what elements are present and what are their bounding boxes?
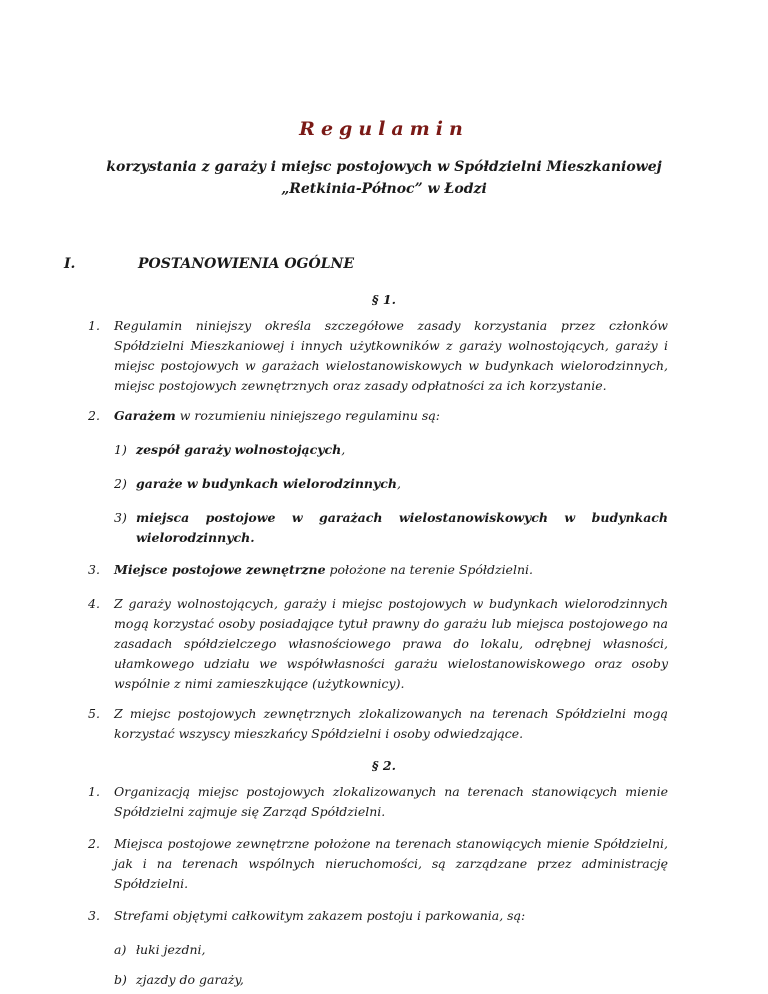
p2-item-2 <box>88 834 668 894</box>
paragraph-1-sign: § 1. <box>372 292 396 307</box>
item-number: 1. <box>88 784 100 799</box>
subitem-number: 2) <box>114 476 127 491</box>
item-text: Miejsca postojowe zewnętrzne położone na terenach stanowiących mienie Spółdzielni, jak i na terenach wspólnych nieruchomości, są zarządzane przez administrację Spółdzielni. <box>114 836 668 891</box>
p2-item-3 <box>88 906 668 926</box>
item-number: 5. <box>88 706 100 721</box>
item-number: 3. <box>88 562 100 577</box>
p2-subitem-a <box>114 940 668 960</box>
p2-item-1 <box>88 782 668 822</box>
item-number: 2. <box>88 836 100 851</box>
document-title: Regulamin <box>299 118 469 140</box>
p1-item-4 <box>88 594 668 694</box>
term-outdoor-parking: Miejsce postojowe zewnętrzne <box>114 562 326 577</box>
subitem-bold: garaże w budynkach wielorodzinnych <box>136 476 397 491</box>
subitem-number: a) <box>114 942 127 957</box>
subitem-number: b) <box>114 972 127 987</box>
subitem-bold-line-2: wielorodzinnych. <box>136 530 255 545</box>
subitem-bold-line-1: miejsca postojowe w garażach wielostanowiskowych w budynkach <box>136 510 668 525</box>
p1-item-2 <box>88 406 668 426</box>
subitem-text: zjazdy do garaży, <box>136 972 244 987</box>
p2-subitem-b <box>114 970 668 990</box>
item-number: 4. <box>88 596 100 611</box>
p1-subitem-2: 2) garaże w budynkach wielorodzinnych, <box>114 474 668 494</box>
term-garage: Garażem <box>114 408 176 423</box>
item-text: Strefami objętymi całkowitym zakazem postoju i parkowania, są: <box>114 908 526 923</box>
subitem-number: 1) <box>114 442 127 457</box>
item-text: położone na terenie Spółdzielni. <box>325 562 533 577</box>
section-heading: POSTANOWIENIA OGÓLNE <box>138 256 355 272</box>
subitem-text: łuki jezdni, <box>136 942 206 957</box>
subtitle-line-2: „Retkinia-Północ” w Łodzi <box>281 181 487 197</box>
item-text: Z garaży wolnostojących, garaży i miejsc postojowych w budynkach wielorodzinnych mogą korzystać osoby posiadające tytuł prawny do garażu lub miejsca postojowego na zasadach spółdzielczego własnościowego prawa do lokalu, odrębnej własności, ułamkowego udziału we współwłasności garażu wielostanowiskowego oraz osoby wspólnie z nimi zamieszkujące (użytkownicy). <box>114 596 668 691</box>
p1-subitem-1: 1) zespół garaży wolnostojących, <box>114 440 668 460</box>
p1-item-3 <box>88 560 668 580</box>
item-number: 2. <box>88 408 100 423</box>
section-number: I. <box>64 256 76 272</box>
item-number: 1. <box>88 318 100 333</box>
subitem-bold: zespół garaży wolnostojących <box>136 442 342 457</box>
item-text: Regulamin niniejszy określa szczegółowe zasady korzystania przez członków Spółdzielni Mieszkaniowej i innych użytkowników z garaży wolnostojących, garaży i miejsc postojowych w garażach wielostanowiskowych w budynkach wielorodzinnych, miejsc postojowych zewnętrznych oraz zasady odpłatności za ich korzystanie. <box>114 318 668 393</box>
p1-item-5 <box>88 704 668 744</box>
item-text: w rozumieniu niniejszego regulaminu są: <box>175 408 441 423</box>
document-subtitle <box>70 156 698 200</box>
p1-subitem-3 <box>114 508 668 548</box>
subitem-number: 3) <box>114 510 127 525</box>
item-text: Z miejsc postojowych zewnętrznych zlokalizowanych na terenach Spółdzielni mogą korzystać wszyscy mieszkańcy Spółdzielni i osoby odwiedzające. <box>114 706 668 741</box>
paragraph-2-sign: § 2. <box>372 758 396 773</box>
p1-item-1 <box>88 316 668 396</box>
subtitle-line-1: korzystania z garaży i miejsc postojowych w Spółdzielni Mieszkaniowej <box>106 159 662 175</box>
item-text: Organizacją miejsc postojowych zlokalizowanych na terenach stanowiących mienie Spółdzielni zajmuje się Zarząd Spółdzielni. <box>114 784 668 819</box>
item-number: 3. <box>88 908 100 923</box>
